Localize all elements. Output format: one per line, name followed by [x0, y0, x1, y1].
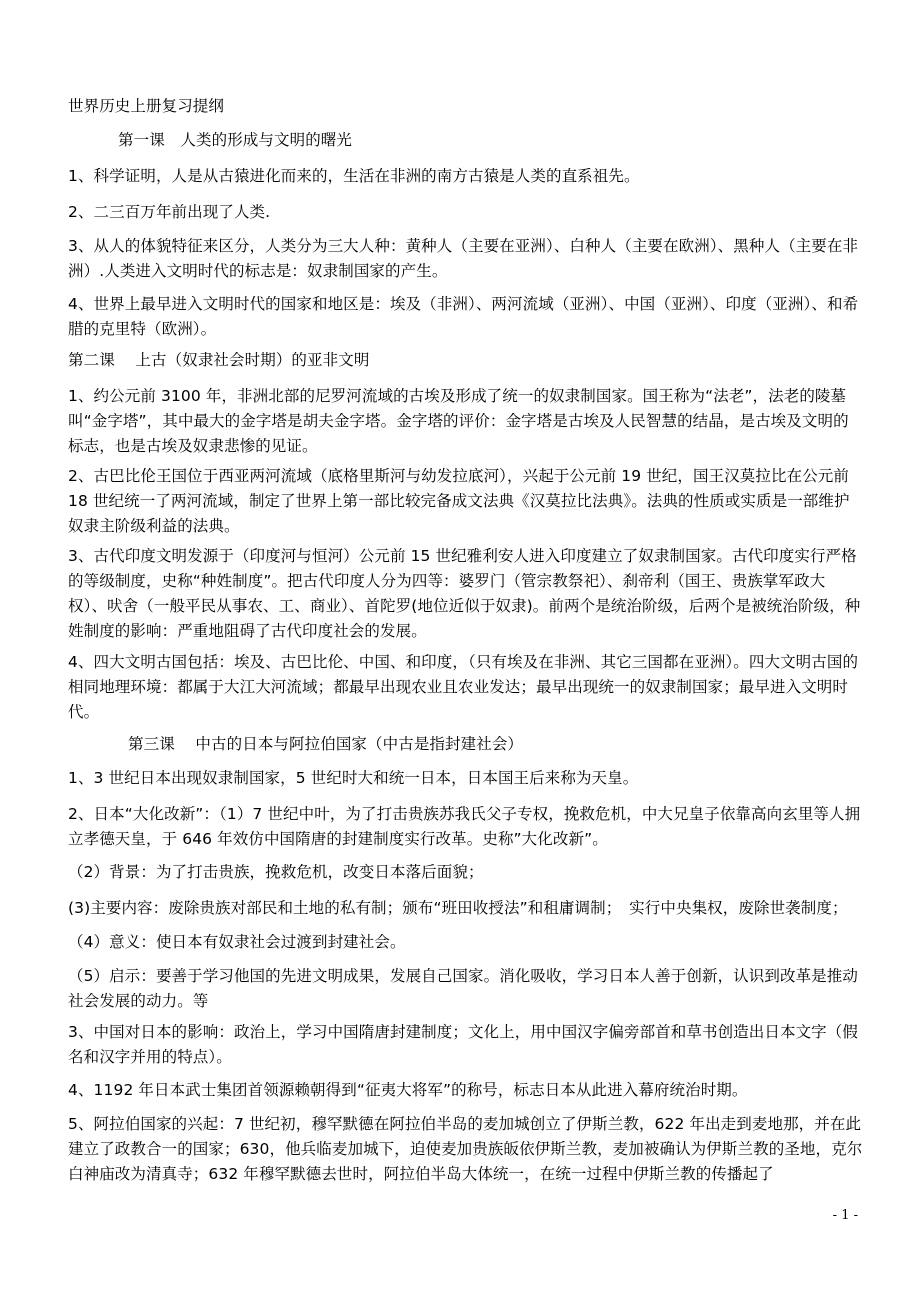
paragraph: 3、古代印度文明发源于（印度河与恒河）公元前 15 世纪雅利安人进入印度建立了奴隶制国家。古代印度实行严格的等级制度，史称“种姓制度”。把古代印度人分为四等：婆罗门（管宗教祭祀）、刹帝利（国王、贵族掌军政大权）、吠舍（一般平民从事农、工、商业）、首陀罗(地位近似于奴隶)。前两个是统治阶级，后两个是被统治阶级，种姓制度的影响：严重地阻碍了古代印度社会的发展。 — [68, 547, 861, 640]
paragraph: 1、科学证明，人是从古猿进化而来的，生活在非洲的南方古猿是人类的直系祖先。 — [68, 167, 640, 185]
paragraph: 3、中国对日本的影响：政治上，学习中国隋唐封建制度；文化上，用中国汉字偏旁部首和草书创造出日本文字（假名和汉字并用的特点）。 — [68, 1023, 858, 1066]
paragraph: （5）启示：要善于学习他国的先进文明成果，发展自己国家。消化吸收，学习日本人善于创新，认识到改革是推动社会发展的动力。等 — [68, 967, 858, 1010]
paragraph: 2、古巴比伦王国位于西亚两河流域（底格里斯河与幼发拉底河），兴起于公元前 19 世纪，国王汉莫拉比在公元前 18 世纪统一了两河流域，制定了世界上第一部比较完备成文法典《汉莫拉比法典》。法典的性质或实质是一部维护奴隶主阶级利益的法典。 — [68, 467, 850, 535]
paragraph: 5、阿拉伯国家的兴起：7 世纪初，穆罕默德在阿拉伯半岛的麦加城创立了伊斯兰教，622 年出走到麦地那，并在此建立了政教合一的国家；630，他兵临麦加城下，迫使麦加贵族皈依伊斯兰教，麦加被确认为伊斯兰教的圣地，克尔白神庙改为清真寺；632 年穆罕默德去世时，阿拉伯半岛大体统一，在统一过程中伊斯兰教的传播起了 — [68, 1115, 863, 1183]
paragraph: 1、3 世纪日本出现奴隶制国家，5 世纪时大和统一日本，日本国王后来称为天皇。 — [68, 769, 639, 787]
paragraph: (3)主要内容：废除贵族对部民和土地的私有制；颁布“班田收授法”和租庸调制； 实行中央集权，废除世袭制度； — [68, 899, 848, 917]
document-title: 世界历史上册复习提纲 — [68, 97, 225, 115]
paragraph: （2）背景：为了打击贵族，挽救危机，改变日本落后面貌； — [68, 863, 484, 881]
page-number: - 1 - — [832, 1208, 858, 1223]
paragraph: 3、从人的体貌特征来区分，人类分为三大人种：黄种人（主要在亚洲）、白种人（主要在欧洲）、黑种人（主要在非洲）.人类进入文明时代的标志是：奴隶制国家的产生。 — [68, 237, 859, 280]
lesson-2-heading: 第二课 上古（奴隶社会时期）的亚非文明 — [68, 351, 370, 369]
lesson-1-heading: 第一课 人类的形成与文明的曙光 — [118, 131, 353, 149]
paragraph: 2、日本“大化改新”：（1）7 世纪中叶，为了打击贵族苏我氏父子专权，挽救危机，中大兄皇子依靠高向玄里等人拥立孝德天皇，于 646 年效仿中国隋唐的封建制度实行改革。史称”大化改新”。 — [68, 805, 861, 848]
paragraph: 2、二三百万年前出现了人类. — [68, 203, 271, 221]
lesson-3-heading: 第三课 中古的日本与阿拉伯国家（中古是指封建社会） — [128, 735, 524, 753]
paragraph: 4、世界上最早进入文明时代的国家和地区是：埃及（非洲）、两河流域（亚洲）、中国（亚洲）、印度（亚洲）、和希腊的克里特（欧洲）。 — [68, 295, 859, 338]
paragraph: 4、四大文明古国包括：埃及、古巴比伦、中国、和印度，（只有埃及在非洲、其它三国都在亚洲）。四大文明古国的相同地理环境：都属于大江大河流域；都最早出现农业且农业发达；最早出现统一的奴隶制国家；最早进入文明时代。 — [68, 653, 859, 721]
paragraph: 1、约公元前 3100 年，非洲北部的尼罗河流域的古埃及形成了统一的奴隶制国家。国王称为“法老”，法老的陵墓叫“金字塔”，其中最大的金字塔是胡夫金字塔。金字塔的评价：金字塔是古埃及人民智慧的结晶，是古埃及文明的标志，也是古埃及奴隶悲惨的见证。 — [68, 387, 849, 455]
paragraph: 4、1192 年日本武士集团首领源赖朝得到“征夷大将军”的称号，标志日本从此进入幕府统治时期。 — [68, 1081, 748, 1099]
paragraph: （4）意义：使日本有奴隶社会过渡到封建社会。 — [68, 933, 406, 951]
